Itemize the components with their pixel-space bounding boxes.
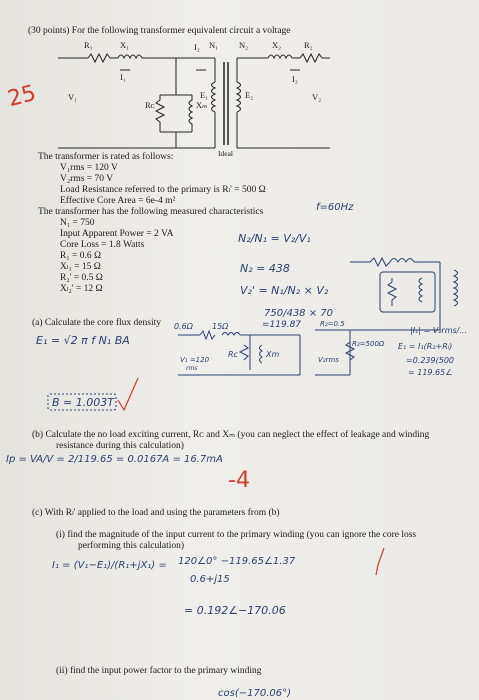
measured-intro: The transformer has the following measured characteristics bbox=[38, 207, 264, 217]
part-c-i-line1: (i) find the magnitude of the input current to the primary winding (you can ignore the core loss bbox=[56, 530, 417, 540]
label-i1: I₁ bbox=[120, 72, 126, 82]
r1-value: R₁ = 0.6 Ω bbox=[60, 251, 102, 261]
score-minus4: -4 bbox=[228, 468, 250, 493]
i1-numer-note: 120∠0° −119.65∠1.37 bbox=[178, 556, 296, 567]
v2-result-note: =119.87 bbox=[262, 320, 302, 330]
label-i2-prime: I₂ bbox=[194, 42, 200, 52]
v2-formula-note: V₂' = N₁/N₂ × V₂ bbox=[240, 284, 329, 297]
core-loss: Core Loss = 1.8 Watts bbox=[60, 240, 145, 250]
label-n1: N₁ bbox=[209, 40, 219, 50]
xl2p-value: Xₗ₂' = 12 Ω bbox=[60, 284, 103, 294]
r2p-value: R₂' = 0.5 Ω bbox=[60, 273, 103, 283]
xl1-value: Xₗ₁ = 15 Ω bbox=[60, 262, 101, 272]
part-a: (a) Calculate the core flux density bbox=[32, 318, 161, 328]
n1-value: N₁ = 750 bbox=[60, 218, 95, 228]
part-c-ii: (ii) find the input power factor to the primary winding bbox=[56, 666, 262, 676]
label-i2: I₂ bbox=[292, 74, 298, 84]
label-x1: X₁ bbox=[120, 40, 130, 50]
label-n2: N₂ bbox=[239, 40, 249, 50]
i1-result-note: = 0.192∠−170.06 bbox=[184, 604, 286, 617]
e1-formula-note: E₁ = √2 π f N₁ BA bbox=[36, 334, 130, 347]
input-power: Input Apparent Power = 2 VA bbox=[60, 229, 174, 239]
label-e2: E₂ bbox=[245, 90, 254, 100]
i1-denom-note: 0.6+j15 bbox=[190, 574, 230, 585]
circ-500-note: R₂=500Ω bbox=[352, 340, 385, 348]
load-resistance: Load Resistance referred to the primary is Rₗ' = 500 Ω bbox=[60, 185, 266, 195]
rl-note: R₂=0.5 bbox=[320, 320, 345, 328]
circ-15-note: 15Ω bbox=[212, 322, 229, 331]
circ-xm-note: Xm bbox=[266, 350, 280, 359]
circ-120-note: V₁ =120 bbox=[180, 356, 210, 364]
problem-header: (30 points) For the following transformer equivalent circuit a voltage bbox=[28, 26, 291, 36]
label-xm: Xₘ bbox=[196, 100, 208, 110]
label-r1: R₁ bbox=[84, 40, 93, 50]
circ-06-note: 0.6Ω bbox=[174, 322, 193, 331]
label-x2: X₂ bbox=[272, 40, 282, 50]
label-r2: R₂ bbox=[304, 40, 313, 50]
part-c-i-line2: performing this calculation) bbox=[78, 541, 185, 551]
label-rc: Rᴄ bbox=[145, 100, 155, 110]
label-v1: V₁ bbox=[68, 92, 78, 102]
cos-result-note: cos(−170.06°) bbox=[218, 688, 291, 699]
n2-value-note: N₂ = 438 bbox=[240, 262, 290, 275]
v2-rms: V₂rms = 70 V bbox=[60, 174, 114, 184]
b-result-note: B = 1.003T bbox=[52, 396, 114, 409]
e1-result-note: = 119.65∠ bbox=[408, 368, 453, 377]
i1-formula-note: I₁ = (V₁−E₁)/(R₁+jX₁) = bbox=[52, 560, 167, 571]
e1-eq-note: E₁ = I₁(R₂+Rₗ) bbox=[398, 342, 453, 351]
v1-rms: V₁rms = 120 V bbox=[60, 163, 118, 173]
circ-rc-note: Rc bbox=[228, 350, 238, 359]
part-c: (c) With Rₗ' applied to the load and using the parameters from (b) bbox=[32, 508, 280, 518]
label-ideal: Ideal bbox=[218, 149, 233, 158]
ratio-note: N₂/N₁ = V₂/V₁ bbox=[238, 232, 311, 245]
ip-formula-note: Ip = VA/V = 2/119.65 = 0.0167A = 16.7mA bbox=[6, 454, 223, 465]
circ-v2rms-note: V₂rms bbox=[318, 356, 339, 364]
circ-rms-note: rms bbox=[186, 365, 198, 372]
i1-eq-note: |I₁| = V₂rms/... bbox=[410, 326, 467, 335]
rated-intro: The transformer is rated as follows: bbox=[38, 152, 174, 162]
core-area: Effective Core Area = 6e-4 m² bbox=[60, 196, 176, 206]
v2-calc-note: 750/438 × 70 bbox=[264, 308, 334, 319]
score-25: 25 bbox=[5, 80, 39, 113]
freq-note: f=60Hz bbox=[316, 202, 354, 213]
label-e1: E₁ bbox=[200, 90, 209, 100]
part-b-line1: (b) Calculate the no load exciting current, Rᴄ and Xₘ (you can neglect the effect of leakage and winding bbox=[32, 430, 430, 440]
part-b-line2: resistance during this calculation) bbox=[56, 441, 184, 451]
e1-calc-note: =0.239(500 bbox=[406, 356, 454, 365]
label-v2: V₂ bbox=[312, 92, 322, 102]
